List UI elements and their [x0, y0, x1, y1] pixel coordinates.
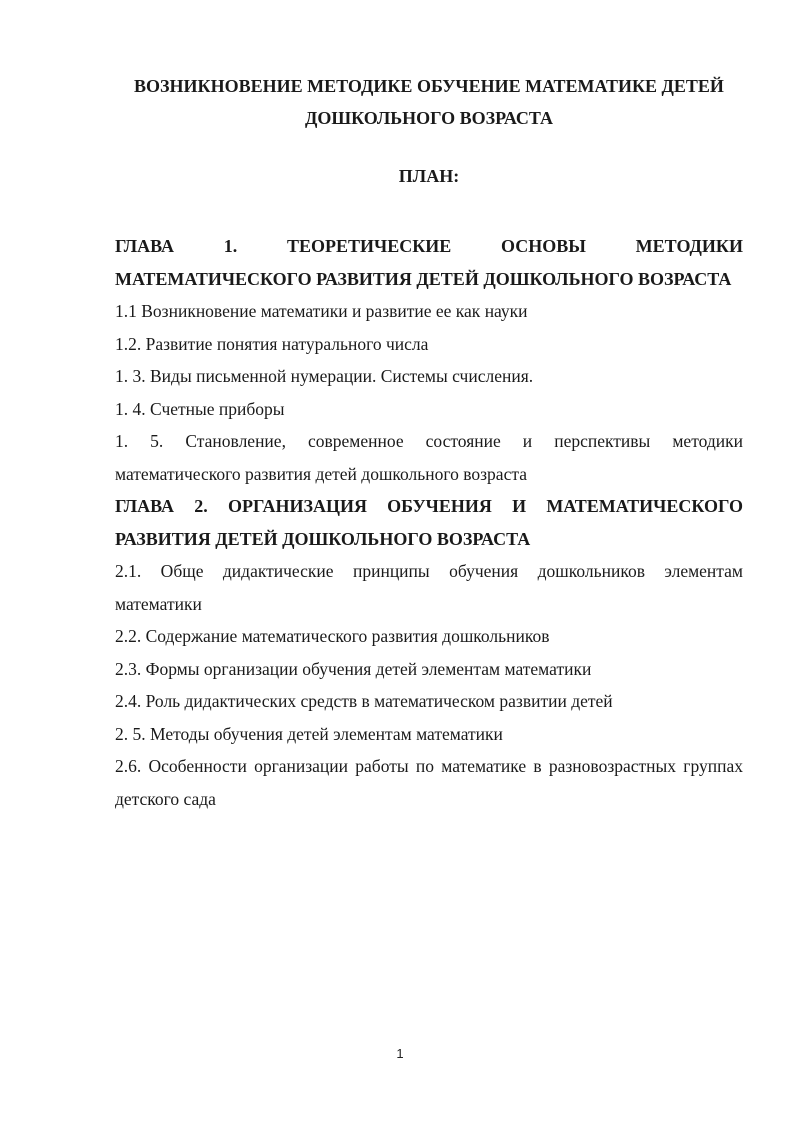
page-number: 1	[396, 1046, 404, 1061]
document-title: ВОЗНИКНОВЕНИЕ МЕТОДИКЕ ОБУЧЕНИЕ МАТЕМАТИКЕ ДЕТЕЙ ДОШКОЛЬНОГО ВОЗРАСТА	[134, 76, 724, 128]
section-2-3: 2.3. Формы организации обучения детей элементам математики	[115, 658, 592, 679]
chapter-2-title: ГЛАВА 2. ОРГАНИЗАЦИЯ ОБУЧЕНИЯ И МАТЕМАТИЧЕСКОГО РАЗВИТИЯ ДЕТЕЙ ДОШКОЛЬНОГО ВОЗРАСТА	[115, 496, 743, 549]
section-1-4: 1. 4. Счетные приборы	[115, 398, 285, 419]
section-1-1: 1.1 Возникновение математики и развитие ее как науки	[115, 301, 528, 321]
chapter-1-title: ГЛАВА 1. ТЕОРЕТИЧЕСКИЕ ОСНОВЫ МЕТОДИКИ МАТЕМАТИЧЕСКОГО РАЗВИТИЯ ДЕТЕЙ ДОШКОЛЬНОГО ВОЗРАСТА	[115, 236, 743, 289]
section-2-6: 2.6. Особенности организации работы по математике в разновозрастных группах детского сада	[115, 756, 743, 809]
page-content	[115, 70, 743, 815]
section-2-1: 2.1. Обще дидактические принципы обучения дошкольников элементам математики	[115, 561, 743, 614]
section-2-4: 2.4. Роль дидактических средств в математическом развитии детей	[115, 691, 613, 711]
section-2-2: 2.2. Содержание математического развития дошкольников	[115, 626, 550, 646]
section-1-2: 1.2. Развитие понятия натурального числа	[115, 333, 429, 354]
section-1-3: 1. 3. Виды письменной нумерации. Системы счисления.	[115, 366, 534, 386]
section-1-5: 1. 5. Становление, современное состояние и перспективы методики математического развития детей дошкольного возраста	[115, 431, 743, 484]
plan-heading: ПЛАН:	[398, 166, 460, 186]
table-of-contents	[115, 230, 743, 815]
section-2-5: 2. 5. Методы обучения детей элементам математики	[115, 723, 503, 744]
